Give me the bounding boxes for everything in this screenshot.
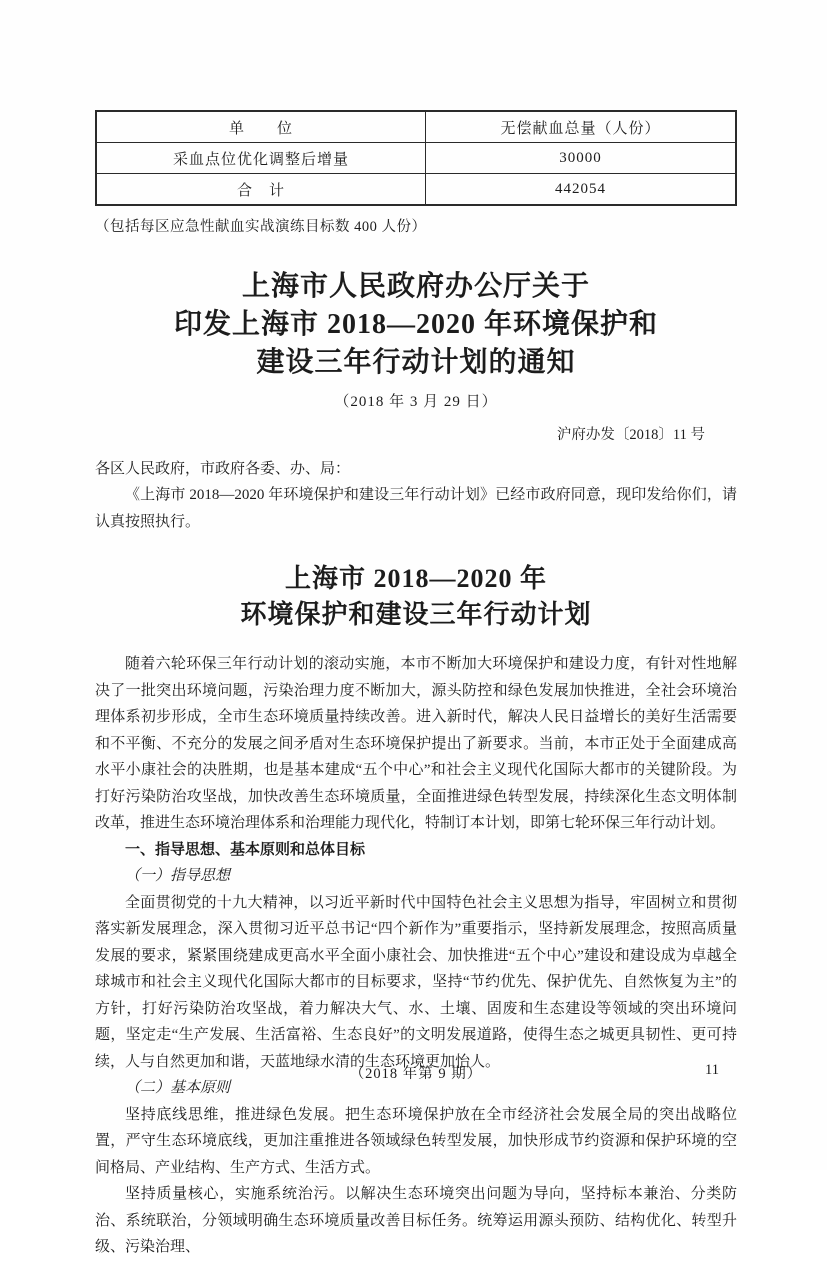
notice-title-line3: 建设三年行动计划的通知 (256, 347, 576, 378)
blood-donation-table (95, 110, 737, 206)
document-number: 沪府办发〔2018〕11 号 (556, 427, 705, 443)
footer-page-number: 11 (705, 1062, 719, 1078)
table-cell-value: 30000 (426, 143, 737, 174)
plan-subsection-2-paragraph-2: 坚持质量核心，实施系统治污。以解决生态环境突出问题为导向，坚持标本兼治、分类防治、系统联治，分领域明确生态环境质量改善目标任务。统筹运用源头预防、结构优化、转型升级、污染治理、 (95, 1186, 737, 1255)
plan-subsection-heading-1: （一）指导思想 (125, 868, 231, 884)
table-header-total: 无偿献血总量（人份） (426, 111, 737, 143)
notice-title (95, 268, 737, 382)
notice-salutation: 各区人民政府，市政府各委、办、局： (95, 461, 351, 477)
plan-title (95, 561, 737, 633)
plan-title-line2: 环境保护和建设三年行动计划 (240, 600, 592, 629)
notice-title-line1: 上海市人民政府办公厅关于 (241, 271, 590, 302)
plan-title-line1: 上海市 2018—2020 年 (284, 564, 547, 593)
table-cell-value: 442054 (426, 174, 737, 206)
table-header-row (96, 111, 736, 143)
table-cell-unit: 采血点位优化调整后增量 (96, 143, 426, 174)
footer-issue-label: （2018 年第 9 期） (349, 1066, 483, 1082)
plan-subsection-2-paragraph-1: 坚持底线思维，推进绿色发展。把生态环境保护放在全市经济社会发展全局的突出战略位置，严守生态环境底线，更加注重推进各领域绿色转型发展，加快形成节约资源和保护环境的空间格局、产业结构、生产方式、生活方式。 (95, 1106, 737, 1176)
table-row (96, 174, 736, 206)
table-header-unit: 单 位 (96, 111, 426, 143)
plan-subsection-1-paragraph: 全面贯彻党的十九大精神，以习近平新时代中国特色社会主义思想为指导，牢固树立和贯彻落实新发展理念，深入贯彻习近平总书记“四个新作为”重要指示，坚持新发展理念，按照高质量发展的要求，紧紧围绕建成更高水平全面小康社会、加快推进“五个中心”建设和建设成为卓越全球城市和社会主义现代化国际大都市的目标要求，坚持“节约优先、保护优先、自然恢复为主”的方针，打好污染防治攻坚战，着力解决大气、水、土壤、固废和生态建设等领域的突出环境问题，坚定走“生产发展、生活富裕、生态良好”的文明发展道路，使得生态之城更具韧性、更可持续，人与自然更加和谐，天蓝地绿水清的生态环境更加怡人。 (95, 894, 737, 1070)
plan-section-heading: 一、指导思想、基本原则和总体目标 (125, 840, 366, 858)
table-cell-unit: 合 计 (96, 174, 426, 206)
table-row (96, 143, 736, 174)
notice-date: （2018 年 3 月 29 日） (334, 394, 498, 410)
notice-title-line2: 印发上海市 2018—2020 年环境保护和 (173, 309, 658, 340)
table-footnote: （包括每区应急性献血实战演练目标数 400 人份） (95, 219, 427, 235)
plan-subsection-heading-2: （二）基本原则 (125, 1080, 231, 1096)
notice-body: 《上海市 2018—2020 年环境保护和建设三年行动计划》已经市政府同意，现印发给你们，请认真按照执行。 (95, 487, 737, 530)
plan-intro-paragraph: 随着六轮环保三年行动计划的滚动实施，本市不断加大环境保护和建设力度，有针对性地解决了一批突出环境问题，污染治理力度不断加大，源头防控和绿色发展加快推进，全社会环境治理体系初步形成，全市生态环境质量持续改善。进入新时代，解决人民日益增长的美好生活需要和不平衡、不充分的发展之间矛盾对生态环境保护提出了新要求。当前，本市正处于全面建成高水平小康社会的决胜期，也是基本建成“五个中心”和社会主义现代化国际大都市的关键阶段。为打好污染防治攻坚战，加快改善生态环境质量，全面推进绿色转型发展，持续深化生态文明体制改革，推进生态环境治理体系和治理能力现代化，特制订本计划，即第七轮环保三年行动计划。 (95, 656, 737, 831)
plan-body (95, 651, 737, 1261)
